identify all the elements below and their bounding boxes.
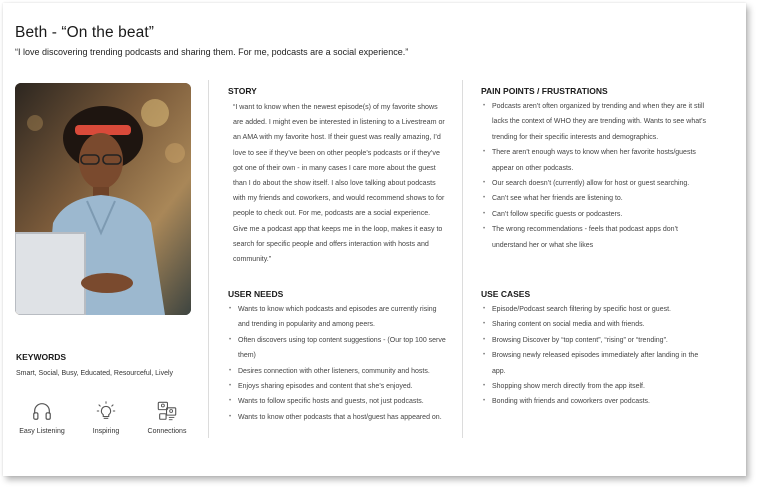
lightbulb-icon: [95, 400, 117, 422]
list-item: • Browsing newly released episodes immediately after landing in the app.: [482, 348, 708, 379]
list-item: • The wrong recommendations - feels that podcast apps don’t understand her or what she likes: [482, 222, 708, 253]
story-title: STORY: [228, 86, 257, 96]
list-item: • Browsing Discover by “top content”, “rising” or “trending”.: [482, 333, 708, 348]
list-item: • Sharing content on social media and with friends.: [482, 317, 708, 332]
keywords-title: KEYWORDS: [16, 352, 67, 362]
persona-quote: “I love discovering trending podcasts and sharing them. For me, podcasts are a social experience.”: [15, 47, 409, 57]
list-item: • Can’t follow specific guests or podcasters.: [482, 207, 708, 222]
list-item: • There aren’t enough ways to know when her favorite hosts/guests appear on other podcasts.: [482, 145, 708, 176]
inspiring-item: [71, 400, 141, 435]
use-cases-list: [482, 302, 708, 410]
pain-points-list: [482, 99, 708, 253]
persona-title: Beth - “On the beat”: [15, 24, 154, 41]
persona-photo: [15, 83, 191, 315]
keywords-list: Smart, Social, Busy, Educated, Resourceful, Lively: [16, 370, 174, 377]
connections-item: [132, 400, 202, 435]
easy-listening-item: [7, 400, 77, 435]
divider-left: [208, 80, 209, 438]
headphones-icon: [31, 400, 53, 422]
easy-listening-label: Easy Listening: [19, 428, 65, 435]
user-needs-list: [228, 302, 450, 425]
use-cases-title: USE CASES: [481, 289, 531, 299]
list-item: • Wants to follow specific hosts and guests, not just podcasts.: [228, 394, 450, 409]
list-item: • Often discovers using top content suggestions - (Our top 100 serve them): [228, 333, 450, 364]
user-needs-title: USER NEEDS: [228, 289, 284, 299]
list-item: • Episode/Podcast search filtering by specific host or guest.: [482, 302, 708, 317]
list-item: • Enjoys sharing episodes and content that she’s enjoyed.: [228, 379, 450, 394]
connections-icon: [156, 400, 178, 422]
pain-points-title: PAIN POINTS / FRUSTRATIONS: [481, 86, 608, 96]
list-item: • Desires connection with other listeners, community and hosts.: [228, 364, 450, 379]
list-item: • Can’t see what her friends are listening to.: [482, 191, 708, 206]
list-item: • Shopping show merch directly from the app itself.: [482, 379, 708, 394]
list-item: • Wants to know which podcasts and episodes are currently rising and trending in popularity and among peers.: [228, 302, 450, 333]
divider-middle: [462, 80, 463, 438]
inspiring-label: Inspiring: [92, 428, 120, 435]
list-item: • Bonding with friends and coworkers over podcasts.: [482, 394, 708, 409]
list-item: • Podcasts aren’t often organized by trending and when they are it still lacks the context of WHO they are trending with. Wants to see what’s trending for their specific interests and demographics.: [482, 99, 708, 145]
story-text: “I want to know when the newest episode(s) of my favorite shows are added. I might even be interested in listening to a Livestream or an AMA with my favorite host. If their guest was really amazing, I’d love to see if they’ve been on other people’s podcasts or if they’ve got one of their own - in many cases I care more about the guest than I do about the show itself. I also love talking about podcasts with my friends and coworkers, and would recommend shows to for people to check out. For me, podcasts are a social experience. Give me a podcast app that keeps me in the loop, makes it easy to search for specific people and offers interaction with hosts and community.”: [233, 103, 445, 264]
connections-label: Connections: [147, 428, 187, 435]
list-item: • Our search doesn’t (currently) allow for host or guest searching.: [482, 176, 708, 191]
list-item: • Wants to know other podcasts that a host/guest has appeared on.: [228, 410, 450, 425]
